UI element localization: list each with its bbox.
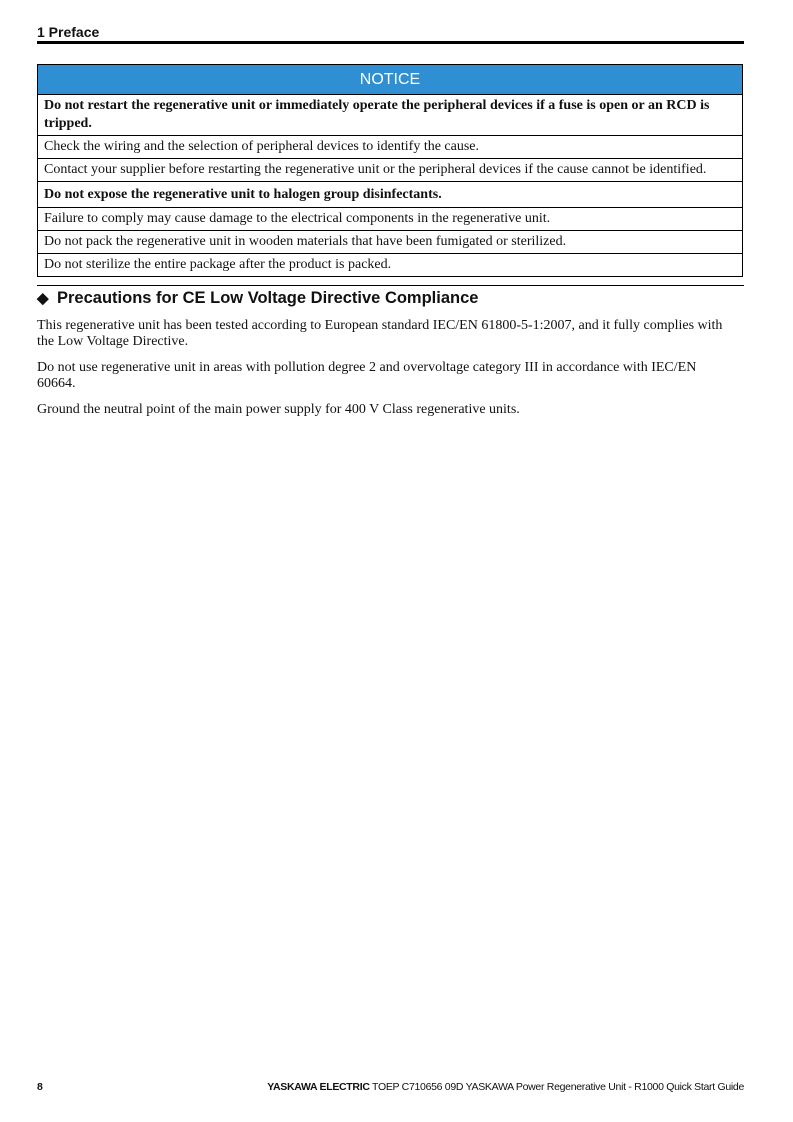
body-paragraph: This regenerative unit has been tested according to European standard IEC/EN 61800-5-1:2007, and it fully complies with the Low Voltage Directive.	[37, 318, 723, 349]
notice-line: Contact your supplier before restarting the regenerative unit or the peripheral devices if the cause cannot be identified.	[38, 159, 742, 182]
notice-line: Failure to comply may cause damage to the electrical components in the regenerative unit.	[38, 208, 742, 231]
notice-line: Check the wiring and the selection of peripheral devices to identify the cause.	[38, 136, 742, 159]
notice-warning-halogen: Do not expose the regenerative unit to halogen group disinfectants.	[38, 182, 742, 208]
footer-doc-info	[267, 1080, 744, 1094]
diamond-bullet-icon: ◆	[37, 290, 49, 307]
section-title-text: Precautions for CE Low Voltage Directive Compliance	[57, 289, 479, 307]
notice-box	[37, 64, 743, 277]
footer-doc-title: TOEP C710656 09D YASKAWA Power Regenerative Unit - R1000 Quick Start Guide	[372, 1081, 744, 1093]
page-header	[37, 24, 744, 44]
section-body	[37, 318, 737, 428]
notice-line: Do not pack the regenerative unit in wooden materials that have been fumigated or sterilized.	[38, 231, 742, 254]
body-paragraph: Do not use regenerative unit in areas with pollution degree 2 and overvoltage category III in accordance with IEC/EN 60664.	[37, 360, 697, 391]
section-title	[37, 288, 744, 309]
section-heading: 1 Preface	[37, 24, 100, 40]
body-paragraph: Ground the neutral point of the main power supply for 400 V Class regenerative units.	[37, 402, 520, 417]
page-number: 8	[37, 1081, 43, 1093]
notice-title: NOTICE	[38, 65, 742, 95]
footer-brand: YASKAWA ELECTRIC	[267, 1081, 370, 1093]
notice-line: Do not sterilize the entire package after the product is packed.	[44, 257, 392, 272]
notice-warning-fuse: Do not restart the regenerative unit or immediately operate the peripheral devices if a fuse is open or an RCD is tripped.	[38, 95, 742, 136]
section-divider	[37, 285, 744, 286]
